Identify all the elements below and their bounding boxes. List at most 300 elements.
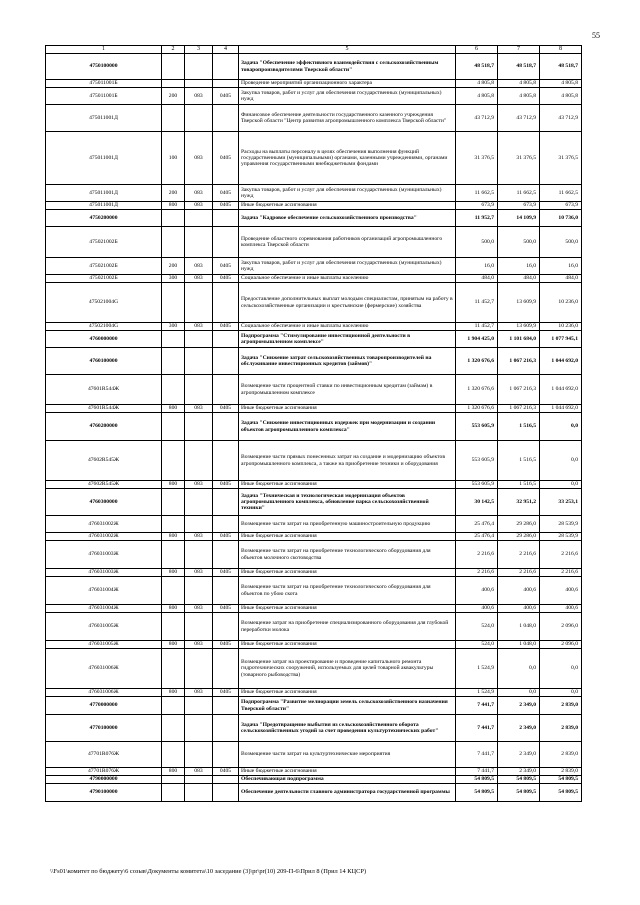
amount-col8: 2 096,0 xyxy=(540,613,582,641)
section-code xyxy=(213,348,239,375)
amount-col7: 4 805,8 xyxy=(498,88,540,105)
section-code xyxy=(213,715,239,742)
section-code: 0405 xyxy=(213,605,239,613)
amount-col8: 484,0 xyxy=(540,275,582,283)
expense-type-code xyxy=(162,489,185,516)
column-header: 1 xyxy=(46,46,162,54)
amount-col6: 7 441,7 xyxy=(456,742,498,768)
classification-code: 4760300000 xyxy=(46,489,162,516)
description: Иные бюджетные ассигнования xyxy=(239,481,456,489)
section-code xyxy=(213,227,239,258)
section-code xyxy=(213,577,239,605)
expense-type-code xyxy=(162,331,185,348)
amount-col7: 1 067 216,3 xyxy=(498,375,540,405)
table-row xyxy=(46,641,582,649)
section-code xyxy=(213,210,239,227)
amount-col7: 29 286,0 xyxy=(498,533,540,541)
department-code xyxy=(185,441,213,481)
department-code xyxy=(185,784,213,802)
table-row xyxy=(46,697,582,715)
description: Иные бюджетные ассигнования xyxy=(239,569,456,577)
amount-col6: 16,0 xyxy=(456,258,498,275)
amount-col7: 673,9 xyxy=(498,202,540,210)
expense-type-code: 300 xyxy=(162,275,185,283)
amount-col7: 16,0 xyxy=(498,258,540,275)
description: Возмещение части процентной ставки по инвестиционным кредитам (займам) в агропромышленном комплексе xyxy=(239,375,456,405)
amount-col8: 43 712,9 xyxy=(540,105,582,132)
section-code: 0405 xyxy=(213,88,239,105)
department-code: 083 xyxy=(185,258,213,275)
classification-code: 476031006Ж xyxy=(46,689,162,697)
table-row xyxy=(46,80,582,88)
section-code: 0405 xyxy=(213,768,239,776)
department-code xyxy=(185,375,213,405)
department-code: 083 xyxy=(185,323,213,331)
section-code: 0405 xyxy=(213,275,239,283)
amount-col8: 2 839,0 xyxy=(540,768,582,776)
description: Возмещение части затрат на культуртехнические мероприятия xyxy=(239,742,456,768)
amount-col7: 400,6 xyxy=(498,577,540,605)
table-row xyxy=(46,715,582,742)
department-code: 083 xyxy=(185,202,213,210)
description: Проведение областного соревнования работников организаций агропромышленного комплекса Тверской области xyxy=(239,227,456,258)
expense-type-code xyxy=(162,516,185,533)
table-row xyxy=(46,577,582,605)
classification-code: 476031004Ж xyxy=(46,605,162,613)
column-header: 4 xyxy=(213,46,239,54)
expense-type-code: 200 xyxy=(162,88,185,105)
amount-col6: 11 662,5 xyxy=(456,185,498,202)
table-row xyxy=(46,283,582,323)
department-code: 083 xyxy=(185,88,213,105)
table-row xyxy=(46,413,582,441)
amount-col7: 11 662,5 xyxy=(498,185,540,202)
department-code: 083 xyxy=(185,768,213,776)
expense-type-code: 800 xyxy=(162,689,185,697)
expense-type-code xyxy=(162,742,185,768)
department-code xyxy=(185,210,213,227)
amount-col7: 500,0 xyxy=(498,227,540,258)
department-code: 083 xyxy=(185,641,213,649)
section-code xyxy=(213,776,239,784)
table-row xyxy=(46,649,582,689)
table-row xyxy=(46,481,582,489)
section-code xyxy=(213,516,239,533)
section-code xyxy=(213,54,239,80)
description: Закупка товаров, работ и услуг для обеспечения государственных (муниципальных) нужд xyxy=(239,185,456,202)
classification-code: 4760200000 xyxy=(46,413,162,441)
classification-code: 475021002Б xyxy=(46,275,162,283)
section-code: 0405 xyxy=(213,569,239,577)
classification-code: 475021002Б xyxy=(46,227,162,258)
classification-code: 476031003Ж xyxy=(46,541,162,569)
amount-col8: 16,0 xyxy=(540,258,582,275)
department-code xyxy=(185,697,213,715)
amount-col7: 2 349,0 xyxy=(498,697,540,715)
amount-col8: 0,0 xyxy=(540,649,582,689)
description: Задача "Снижение затрат сельскохозяйственных товаропроизводителей на обслуживание инвестиционных кредитов (займов)" xyxy=(239,348,456,375)
department-code: 083 xyxy=(185,405,213,413)
table-row xyxy=(46,784,582,802)
amount-col6: 25 476,4 xyxy=(456,533,498,541)
description: Иные бюджетные ассигнования xyxy=(239,202,456,210)
description: Социальное обеспечение и иные выплаты населению xyxy=(239,275,456,283)
amount-col7: 1 067 216,3 xyxy=(498,348,540,375)
file-path-footer: \\Fs01\комитет по бюджету\6 созыв\Документы комитета\10 заседание (3)\pr\pr(10) 209-П-6\Прил 8 (Прил 14 КЦСР) xyxy=(50,868,367,875)
amount-col7: 2 349,0 xyxy=(498,715,540,742)
description: Задача "Техническая и технологическая модернизация объектов агропромышленного комплекса, обновление парка сельскохозяйственной техники" xyxy=(239,489,456,516)
expense-type-code xyxy=(162,54,185,80)
classification-code: 47701R076Ж xyxy=(46,742,162,768)
classification-code: 475021004G xyxy=(46,283,162,323)
amount-col8: 2 216,6 xyxy=(540,569,582,577)
amount-col6: 7 441,7 xyxy=(456,715,498,742)
department-code xyxy=(185,54,213,80)
expense-type-code xyxy=(162,697,185,715)
amount-col6: 1 320 676,6 xyxy=(456,375,498,405)
expense-type-code xyxy=(162,715,185,742)
amount-col8: 54 809,5 xyxy=(540,784,582,802)
department-code xyxy=(185,577,213,605)
department-code xyxy=(185,105,213,132)
amount-col8: 10 236,0 xyxy=(540,323,582,331)
expense-type-code xyxy=(162,348,185,375)
amount-col6: 4 805,8 xyxy=(456,88,498,105)
amount-col6: 400,6 xyxy=(456,605,498,613)
expense-type-code: 800 xyxy=(162,405,185,413)
description: Иные бюджетные ассигнования xyxy=(239,689,456,697)
amount-col7: 4 805,8 xyxy=(498,80,540,88)
amount-col8: 10 736,0 xyxy=(540,210,582,227)
classification-code: 475021002Б xyxy=(46,258,162,275)
amount-col6: 1 320 676,6 xyxy=(456,348,498,375)
amount-col8: 1 044 692,0 xyxy=(540,348,582,375)
classification-code: 476031003Ж xyxy=(46,569,162,577)
section-code xyxy=(213,441,239,481)
table-row xyxy=(46,516,582,533)
description: Финансовое обеспечение деятельности государственного казенного учреждения Тверской области "Центр развития агропромышленного комплекса Тверской области" xyxy=(239,105,456,132)
section-code xyxy=(213,331,239,348)
section-code xyxy=(213,413,239,441)
classification-code: 47602R545Ж xyxy=(46,441,162,481)
amount-col6: 2 216,6 xyxy=(456,569,498,577)
expense-type-code xyxy=(162,375,185,405)
department-code xyxy=(185,348,213,375)
amount-col8: 400,6 xyxy=(540,577,582,605)
expense-type-code xyxy=(162,784,185,802)
section-code xyxy=(213,613,239,641)
department-code xyxy=(185,613,213,641)
amount-col8: 2 839,0 xyxy=(540,697,582,715)
section-code: 0405 xyxy=(213,258,239,275)
description: Обеспечивающая подпрограмма xyxy=(239,776,456,784)
expense-type-code: 800 xyxy=(162,569,185,577)
amount-col6: 11 452,7 xyxy=(456,323,498,331)
amount-col6: 54 809,5 xyxy=(456,784,498,802)
amount-col8: 0,0 xyxy=(540,441,582,481)
amount-col6: 553 605,9 xyxy=(456,481,498,489)
table-row xyxy=(46,489,582,516)
section-code: 0405 xyxy=(213,689,239,697)
department-code: 083 xyxy=(185,481,213,489)
department-code: 083 xyxy=(185,569,213,577)
description: Возмещение части прямых понесенных затрат на создание и модернизацию объектов агропромышленного комплекса, а также на приобретение техники и оборудования xyxy=(239,441,456,481)
table-row xyxy=(46,742,582,768)
description: Возмещение части затрат на приобретение технологического оборудования для объектов по убою скота xyxy=(239,577,456,605)
classification-code: 476031005Ж xyxy=(46,641,162,649)
amount-col6: 11 952,7 xyxy=(456,210,498,227)
description: Возмещение части затрат на приобретение технологического оборудования для объектов молочного скотоводства xyxy=(239,541,456,569)
expense-type-code xyxy=(162,649,185,689)
classification-code: 475021004G xyxy=(46,323,162,331)
description: Иные бюджетные ассигнования xyxy=(239,533,456,541)
department-code: 083 xyxy=(185,275,213,283)
department-code xyxy=(185,516,213,533)
section-code: 0405 xyxy=(213,323,239,331)
department-code xyxy=(185,80,213,88)
classification-code: 4770000000 xyxy=(46,697,162,715)
description: Иные бюджетные ассигнования xyxy=(239,405,456,413)
amount-col7: 13 609,9 xyxy=(498,283,540,323)
table-row xyxy=(46,88,582,105)
department-code xyxy=(185,742,213,768)
amount-col6: 484,0 xyxy=(456,275,498,283)
department-code: 083 xyxy=(185,132,213,185)
table-row xyxy=(46,348,582,375)
table-row xyxy=(46,202,582,210)
amount-col7: 2 216,6 xyxy=(498,541,540,569)
table-row xyxy=(46,105,582,132)
amount-col7: 2 349,0 xyxy=(498,768,540,776)
table-row xyxy=(46,405,582,413)
amount-col7: 48 518,7 xyxy=(498,54,540,80)
amount-col6: 1 524,9 xyxy=(456,689,498,697)
amount-col7: 1 048,0 xyxy=(498,641,540,649)
amount-col6: 7 441,7 xyxy=(456,697,498,715)
description: Задача "Предотвращение выбытия из сельскохозяйственного оборота сельскохозяйственных угодий за счет проведения культуртехнических работ" xyxy=(239,715,456,742)
page-number: 55 xyxy=(592,31,600,40)
department-code: 083 xyxy=(185,185,213,202)
amount-col8: 673,9 xyxy=(540,202,582,210)
amount-col8: 33 253,1 xyxy=(540,489,582,516)
amount-col7: 2 216,6 xyxy=(498,569,540,577)
description: Закупка товаров, работ и услуг для обеспечения государственных (муниципальных) нужд xyxy=(239,88,456,105)
table-row xyxy=(46,227,582,258)
amount-col7: 400,6 xyxy=(498,605,540,613)
amount-col7: 32 951,2 xyxy=(498,489,540,516)
amount-col7: 43 712,9 xyxy=(498,105,540,132)
amount-col6: 400,6 xyxy=(456,577,498,605)
amount-col7: 484,0 xyxy=(498,275,540,283)
section-code xyxy=(213,697,239,715)
classification-code: 475011001Д xyxy=(46,202,162,210)
column-header: 6 xyxy=(456,46,498,54)
expense-type-code xyxy=(162,413,185,441)
classification-code: 476031006Ж xyxy=(46,649,162,689)
section-code xyxy=(213,742,239,768)
table-row xyxy=(46,258,582,275)
description: Задача "Снижение инвестиционных издержек при модернизации и создании объектов агропромышленного комплекса" xyxy=(239,413,456,441)
amount-col6: 30 142,5 xyxy=(456,489,498,516)
classification-code: 476031002Ж xyxy=(46,516,162,533)
amount-col6: 2 216,6 xyxy=(456,541,498,569)
expense-type-code xyxy=(162,541,185,569)
description: Задача "Кадровое обеспечение сельскохозяйственного производства" xyxy=(239,210,456,227)
column-header: 3 xyxy=(185,46,213,54)
description: Иные бюджетные ассигнования xyxy=(239,768,456,776)
section-code: 0405 xyxy=(213,641,239,649)
amount-col8: 54 809,5 xyxy=(540,776,582,784)
department-code xyxy=(185,715,213,742)
classification-code: 475011001Б xyxy=(46,80,162,88)
expense-type-code xyxy=(162,776,185,784)
classification-code: 4760000000 xyxy=(46,331,162,348)
amount-col7: 1 067 216,3 xyxy=(498,405,540,413)
description: Предоставление дополнительных выплат молодым специалистам, принятым на работу в сельскохозяйственные организации и крестьянские (фермерские) хозяйства xyxy=(239,283,456,323)
table-row xyxy=(46,533,582,541)
description: Возмещение затрат на приобретение специализированного оборудования для глубокой переработки молока xyxy=(239,613,456,641)
expense-type-code xyxy=(162,441,185,481)
budget-table xyxy=(45,45,582,802)
amount-col7: 2 349,0 xyxy=(498,742,540,768)
amount-col6: 48 518,7 xyxy=(456,54,498,80)
amount-col7: 14 109,9 xyxy=(498,210,540,227)
amount-col6: 524,0 xyxy=(456,641,498,649)
section-code: 0405 xyxy=(213,481,239,489)
expense-type-code: 800 xyxy=(162,768,185,776)
amount-col7: 0,0 xyxy=(498,649,540,689)
table-row xyxy=(46,375,582,405)
description: Иные бюджетные ассигнования xyxy=(239,641,456,649)
classification-code: 475011001Д xyxy=(46,132,162,185)
amount-col8: 0,0 xyxy=(540,481,582,489)
expense-type-code: 800 xyxy=(162,202,185,210)
amount-col6: 524,0 xyxy=(456,613,498,641)
department-code xyxy=(185,541,213,569)
description: Возмещение части затрат на приобретенную машиностроительную продукцию xyxy=(239,516,456,533)
description: Расходы на выплаты персоналу в целях обеспечения выполнения функций государственными (муниципальными) органами, казенными учреждениями, органами управления государственными внебюджетными фондами xyxy=(239,132,456,185)
amount-col8: 31 376,5 xyxy=(540,132,582,185)
table-row xyxy=(46,185,582,202)
amount-col6: 25 476,4 xyxy=(456,516,498,533)
amount-col8: 48 518,7 xyxy=(540,54,582,80)
section-code xyxy=(213,541,239,569)
amount-col8: 400,6 xyxy=(540,605,582,613)
section-code xyxy=(213,649,239,689)
amount-col8: 1 077 945,1 xyxy=(540,331,582,348)
table-row xyxy=(46,323,582,331)
amount-col7: 1 101 684,0 xyxy=(498,331,540,348)
classification-code: 47602R545Ж xyxy=(46,481,162,489)
expense-type-code xyxy=(162,210,185,227)
classification-code: 4790000000 xyxy=(46,776,162,784)
table-row xyxy=(46,605,582,613)
amount-col6: 1 320 676,6 xyxy=(456,405,498,413)
amount-col6: 553 605,9 xyxy=(456,413,498,441)
amount-col8: 4 805,8 xyxy=(540,80,582,88)
expense-type-code xyxy=(162,227,185,258)
table-row xyxy=(46,275,582,283)
expense-type-code xyxy=(162,80,185,88)
section-code xyxy=(213,489,239,516)
expense-type-code: 800 xyxy=(162,533,185,541)
amount-col7: 29 286,0 xyxy=(498,516,540,533)
amount-col6: 673,9 xyxy=(456,202,498,210)
amount-col6: 1 524,9 xyxy=(456,649,498,689)
table-header-row xyxy=(46,46,582,54)
section-code xyxy=(213,105,239,132)
section-code: 0405 xyxy=(213,202,239,210)
description: Проведение мероприятий организационного характера xyxy=(239,80,456,88)
table-row xyxy=(46,132,582,185)
amount-col8: 2 839,0 xyxy=(540,742,582,768)
amount-col8: 1 044 692,0 xyxy=(540,405,582,413)
classification-code: 47601R544Ж xyxy=(46,405,162,413)
amount-col6: 1 904 425,0 xyxy=(456,331,498,348)
table-row xyxy=(46,331,582,348)
section-code: 0405 xyxy=(213,185,239,202)
department-code xyxy=(185,776,213,784)
expense-type-code xyxy=(162,105,185,132)
classification-code: 47601R544Ж xyxy=(46,375,162,405)
expense-type-code: 800 xyxy=(162,641,185,649)
section-code xyxy=(213,784,239,802)
expense-type-code xyxy=(162,283,185,323)
amount-col6: 4 805,8 xyxy=(456,80,498,88)
classification-code: 4750200000 xyxy=(46,210,162,227)
classification-code: 476031002Ж xyxy=(46,533,162,541)
amount-col6: 54 809,5 xyxy=(456,776,498,784)
description: Возмещение затрат на проектирование и проведение капитального ремонта гидротехнических сооружений, используемых для целей товарной аквакультуры (товарного рыбоводства) xyxy=(239,649,456,689)
department-code xyxy=(185,227,213,258)
department-code: 083 xyxy=(185,533,213,541)
section-code xyxy=(213,283,239,323)
table-row xyxy=(46,54,582,80)
amount-col8: 2 839,0 xyxy=(540,715,582,742)
classification-code: 476031004Ж xyxy=(46,577,162,605)
amount-col8: 0,0 xyxy=(540,413,582,441)
amount-col8: 28 539,9 xyxy=(540,533,582,541)
description: Подпрограмма "Развитие мелиорации земель сельскохозяйственного назначения Тверской области" xyxy=(239,697,456,715)
amount-col7: 54 809,5 xyxy=(498,776,540,784)
amount-col8: 500,0 xyxy=(540,227,582,258)
description: Социальное обеспечение и иные выплаты населению xyxy=(239,323,456,331)
amount-col6: 7 441,7 xyxy=(456,768,498,776)
amount-col7: 0,0 xyxy=(498,689,540,697)
amount-col8: 11 662,5 xyxy=(540,185,582,202)
table-row xyxy=(46,210,582,227)
expense-type-code: 200 xyxy=(162,258,185,275)
description: Задача "Обеспечение эффективного взаимодействия с сельскохозяйственным товаропроизводителями Тверской области" xyxy=(239,54,456,80)
table-row xyxy=(46,613,582,641)
section-code: 0405 xyxy=(213,132,239,185)
expense-type-code: 800 xyxy=(162,605,185,613)
expense-type-code: 200 xyxy=(162,185,185,202)
classification-code: 4750100000 xyxy=(46,54,162,80)
amount-col8: 10 236,0 xyxy=(540,283,582,323)
section-code xyxy=(213,375,239,405)
amount-col6: 553 605,9 xyxy=(456,441,498,481)
amount-col8: 28 539,9 xyxy=(540,516,582,533)
amount-col7: 31 376,5 xyxy=(498,132,540,185)
expense-type-code xyxy=(162,577,185,605)
description: Иные бюджетные ассигнования xyxy=(239,605,456,613)
amount-col8: 2 216,6 xyxy=(540,541,582,569)
amount-col7: 54 809,5 xyxy=(498,784,540,802)
classification-code: 4790100000 xyxy=(46,784,162,802)
classification-code: 475011001Б xyxy=(46,88,162,105)
column-header: 8 xyxy=(540,46,582,54)
